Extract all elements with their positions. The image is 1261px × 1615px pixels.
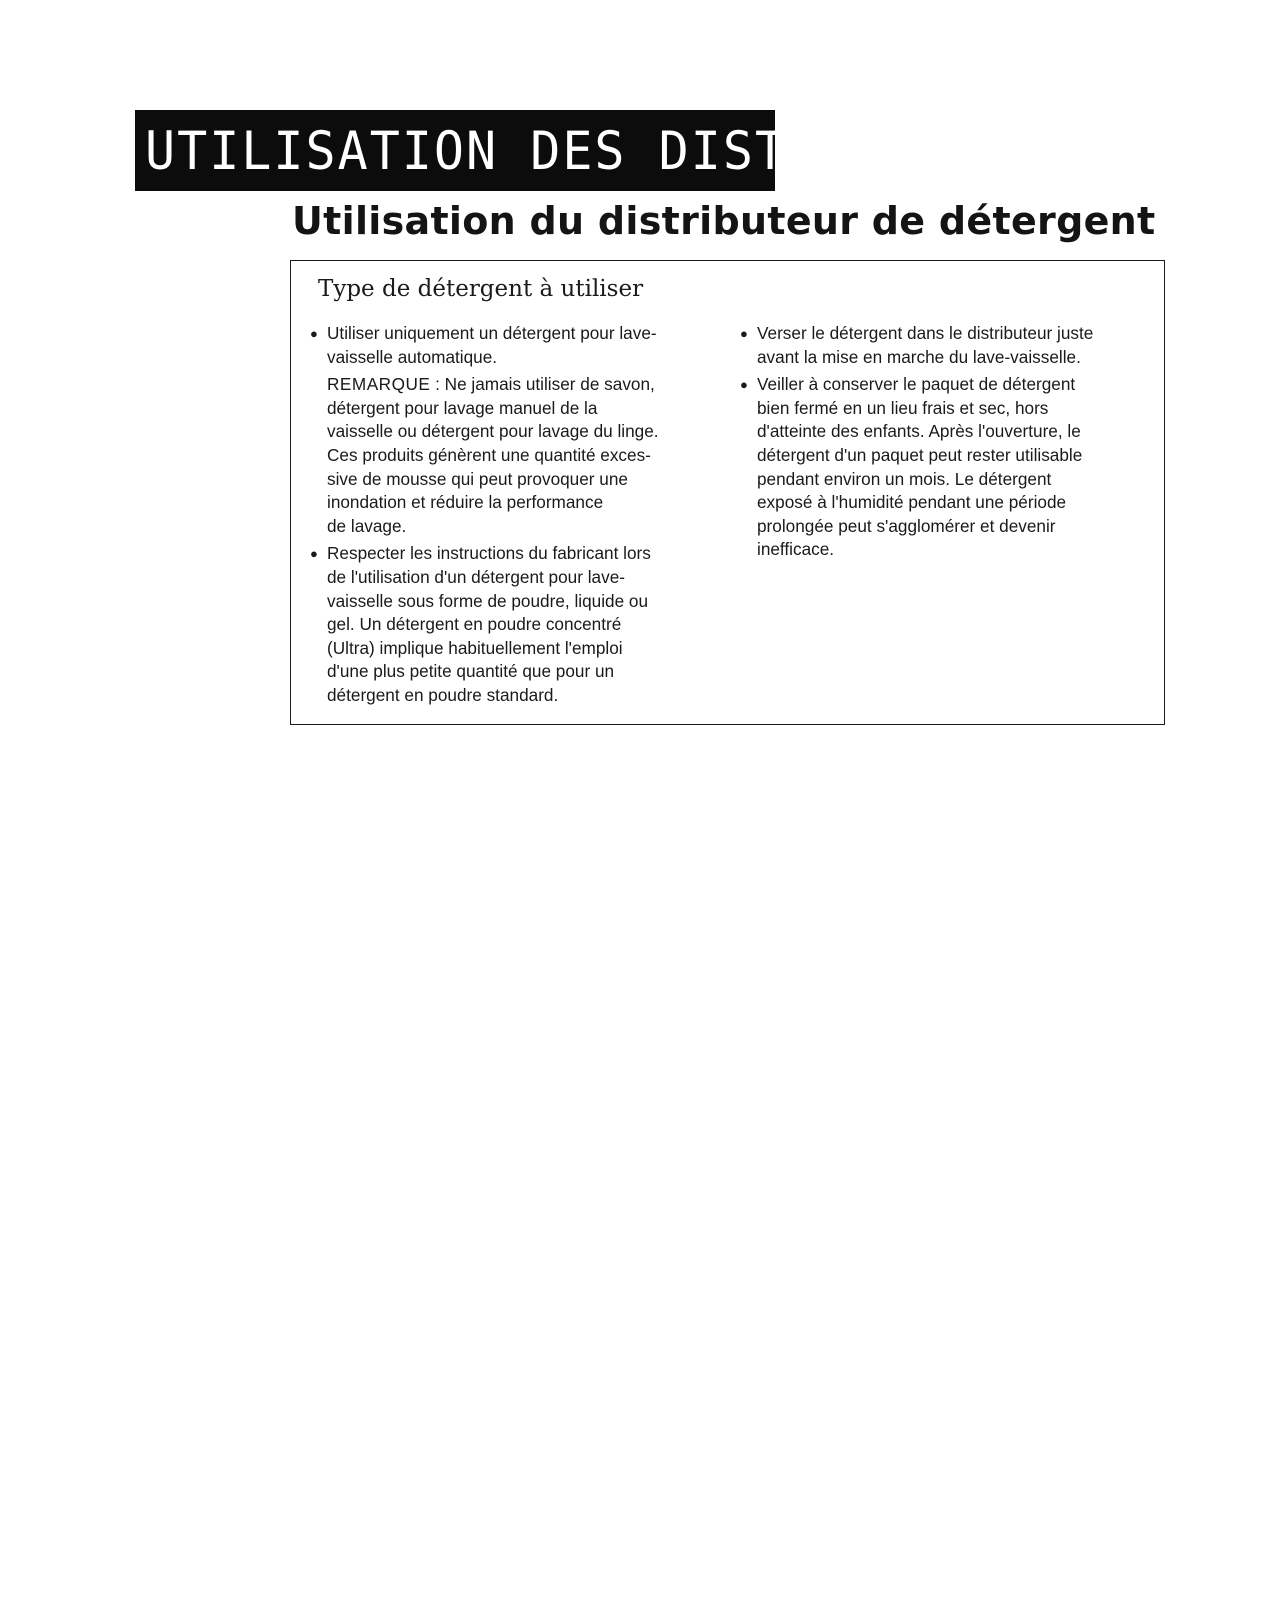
text-line: Ces produits génèrent une quantité exces- <box>327 444 651 465</box>
text-line: Respecter les instructions du fabricant lors <box>327 543 651 564</box>
right-column <box>738 322 1148 566</box>
text-line: gel. Un détergent en poudre concentré <box>327 614 622 635</box>
text-line: détergent pour lavage manuel de la <box>327 397 598 418</box>
list-item <box>308 542 728 707</box>
text-line: vaisselle automatique. <box>327 346 498 367</box>
bullet-icon: ● <box>740 326 748 341</box>
text-line: pendant environ un mois. Le détergent <box>757 468 1052 489</box>
text-line: Veiller à conserver le paquet de détergent <box>757 374 1076 395</box>
text-line: vaisselle ou détergent pour lavage du linge. <box>327 421 659 442</box>
text-line <box>327 373 728 397</box>
note-label: REMARQUE <box>327 374 431 395</box>
bullet-icon: ● <box>310 546 318 562</box>
text-line: détergent en poudre standard. <box>327 684 559 705</box>
text-line: d'une plus petite quantité que pour un <box>327 661 615 682</box>
note-text: : Ne jamais utiliser de savon, <box>430 374 655 395</box>
text-line: de lavage. <box>327 515 407 536</box>
text-line: de l'utilisation d'un détergent pour lave- <box>327 566 625 587</box>
text-line: exposé à l'humidité pendant une période <box>757 492 1067 513</box>
text-line: inefficace. <box>757 539 835 560</box>
text-line: avant la mise en marche du lave-vaisselle. <box>757 346 1081 367</box>
text-line: prolongée peut s'agglomérer et devenir <box>757 515 1056 536</box>
text-line: sive de mousse qui peut provoquer une <box>327 468 628 489</box>
list-item <box>308 322 728 369</box>
left-column <box>308 322 728 712</box>
text-line: vaisselle sous forme de poudre, liquide ou <box>327 590 649 611</box>
text-line: détergent d'un paquet peut rester utilisable <box>757 444 1083 465</box>
text-line: Utiliser uniquement un détergent pour lave- <box>327 323 657 343</box>
list-item <box>738 373 1148 562</box>
section-banner <box>135 110 1076 191</box>
text-line: (Ultra) implique habituellement l'emploi <box>327 637 623 658</box>
detergent-type-box <box>290 260 1165 725</box>
text-line: d'atteinte des enfants. Après l'ouverture, le <box>757 421 1081 442</box>
text-line: bien fermé en un lieu frais et sec, hors <box>757 397 1049 418</box>
bullet-icon: ● <box>740 377 748 393</box>
list-item <box>738 322 1148 369</box>
bullet-icon: ● <box>310 326 318 341</box>
section-heading: Type de détergent à utiliser <box>318 276 644 302</box>
page-title: Utilisation du distributeur de détergent <box>292 199 1156 243</box>
note-paragraph <box>327 373 728 538</box>
text-line: inondation et réduire la performance <box>327 492 604 513</box>
banner-title: UTILISATION DES DISTRIBUTEURS <box>145 120 1076 181</box>
text-line: Verser le détergent dans le distributeur juste <box>757 323 1094 343</box>
